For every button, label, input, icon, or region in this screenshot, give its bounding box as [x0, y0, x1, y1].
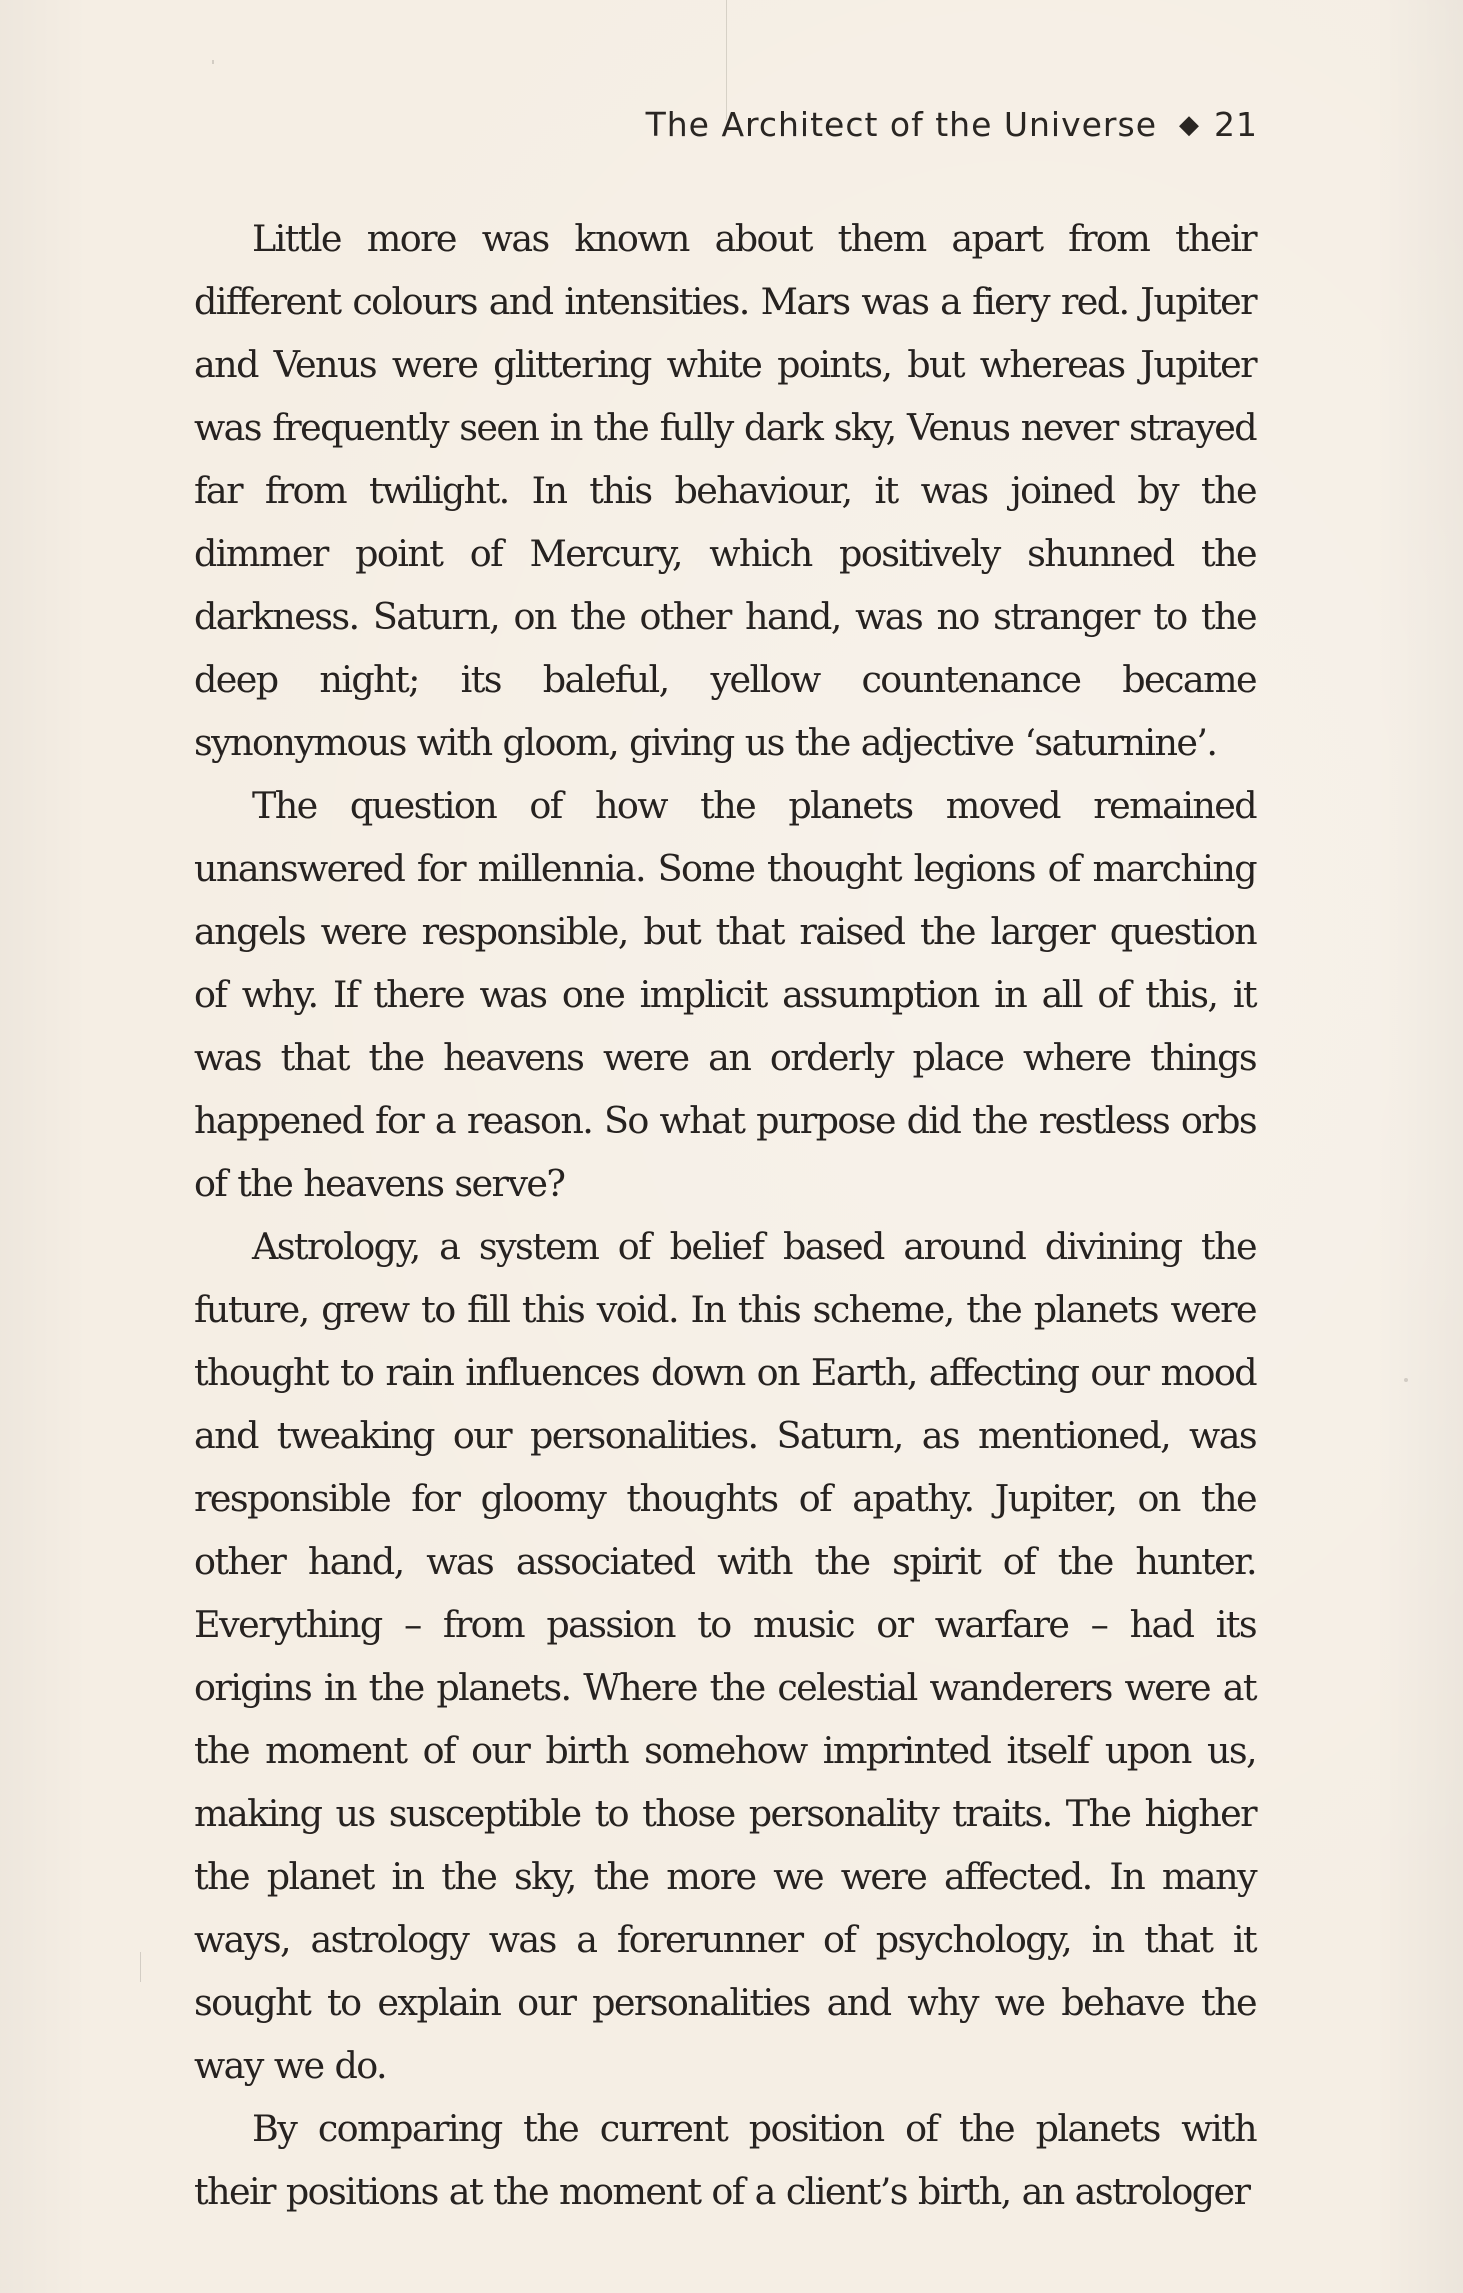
paper-speck: [140, 1952, 141, 1982]
paper-speck: [1404, 1378, 1408, 1382]
paper-crease: [726, 0, 727, 120]
paragraph: The question of how the planets moved remained unanswered for millennia. Some thought legions of marching angels were responsible, but that raised the larger question of why. If there was one implicit assumption in all of this, it was that the heavens were an orderly place where things happened for a reason. So what purpose did the restless orbs of the heavens serve?: [194, 784, 1256, 1205]
diamond-separator-icon: ◆: [1179, 110, 1200, 140]
paper-speck: [212, 60, 214, 64]
paragraph: Astrology, a system of belief based around divining the future, grew to fill this void. In this scheme, the planets were thought to rain influences down on Earth, affecting our mood and tweaking our personalities. Saturn, as mentioned, was responsible for gloomy thoughts of apathy. Jupiter, on the other hand, was associated with the spirit of the hunter. Everything – from passion to music or warfare – had its origins in the planets. Where the celestial wanderers were at the moment of our birth somehow imprinted itself upon us, making us susceptible to those personality traits. The higher the planet in the sky, the more we were affected. In many ways, astrology was a forerunner of psychology, in that it sought to explain our personalities and why we behave the way we do.: [194, 1225, 1256, 2087]
paragraph: Little more was known about them apart from their different colours and intensities. Mars was a fiery red. Jupiter and Venus were glittering white points, but whereas Jupiter was frequently seen in the fully dark sky, Venus never strayed far from twilight. In this behaviour, it was joined by the dimmer point of Mercury, which positively shunned the darkness. Saturn, on the other hand, was no stranger to the deep night; its baleful, yellow countenance became synonymous with gloom, giving us the adjective ‘saturnine’.: [194, 217, 1256, 764]
paragraph: By comparing the current position of the planets with their positions at the moment of a client’s birth, an astrologer: [194, 2107, 1256, 2213]
running-title: The Architect of the Universe: [645, 105, 1157, 144]
body-text: [194, 207, 1256, 2223]
running-header: [645, 105, 1258, 144]
page-number: 21: [1214, 105, 1258, 144]
